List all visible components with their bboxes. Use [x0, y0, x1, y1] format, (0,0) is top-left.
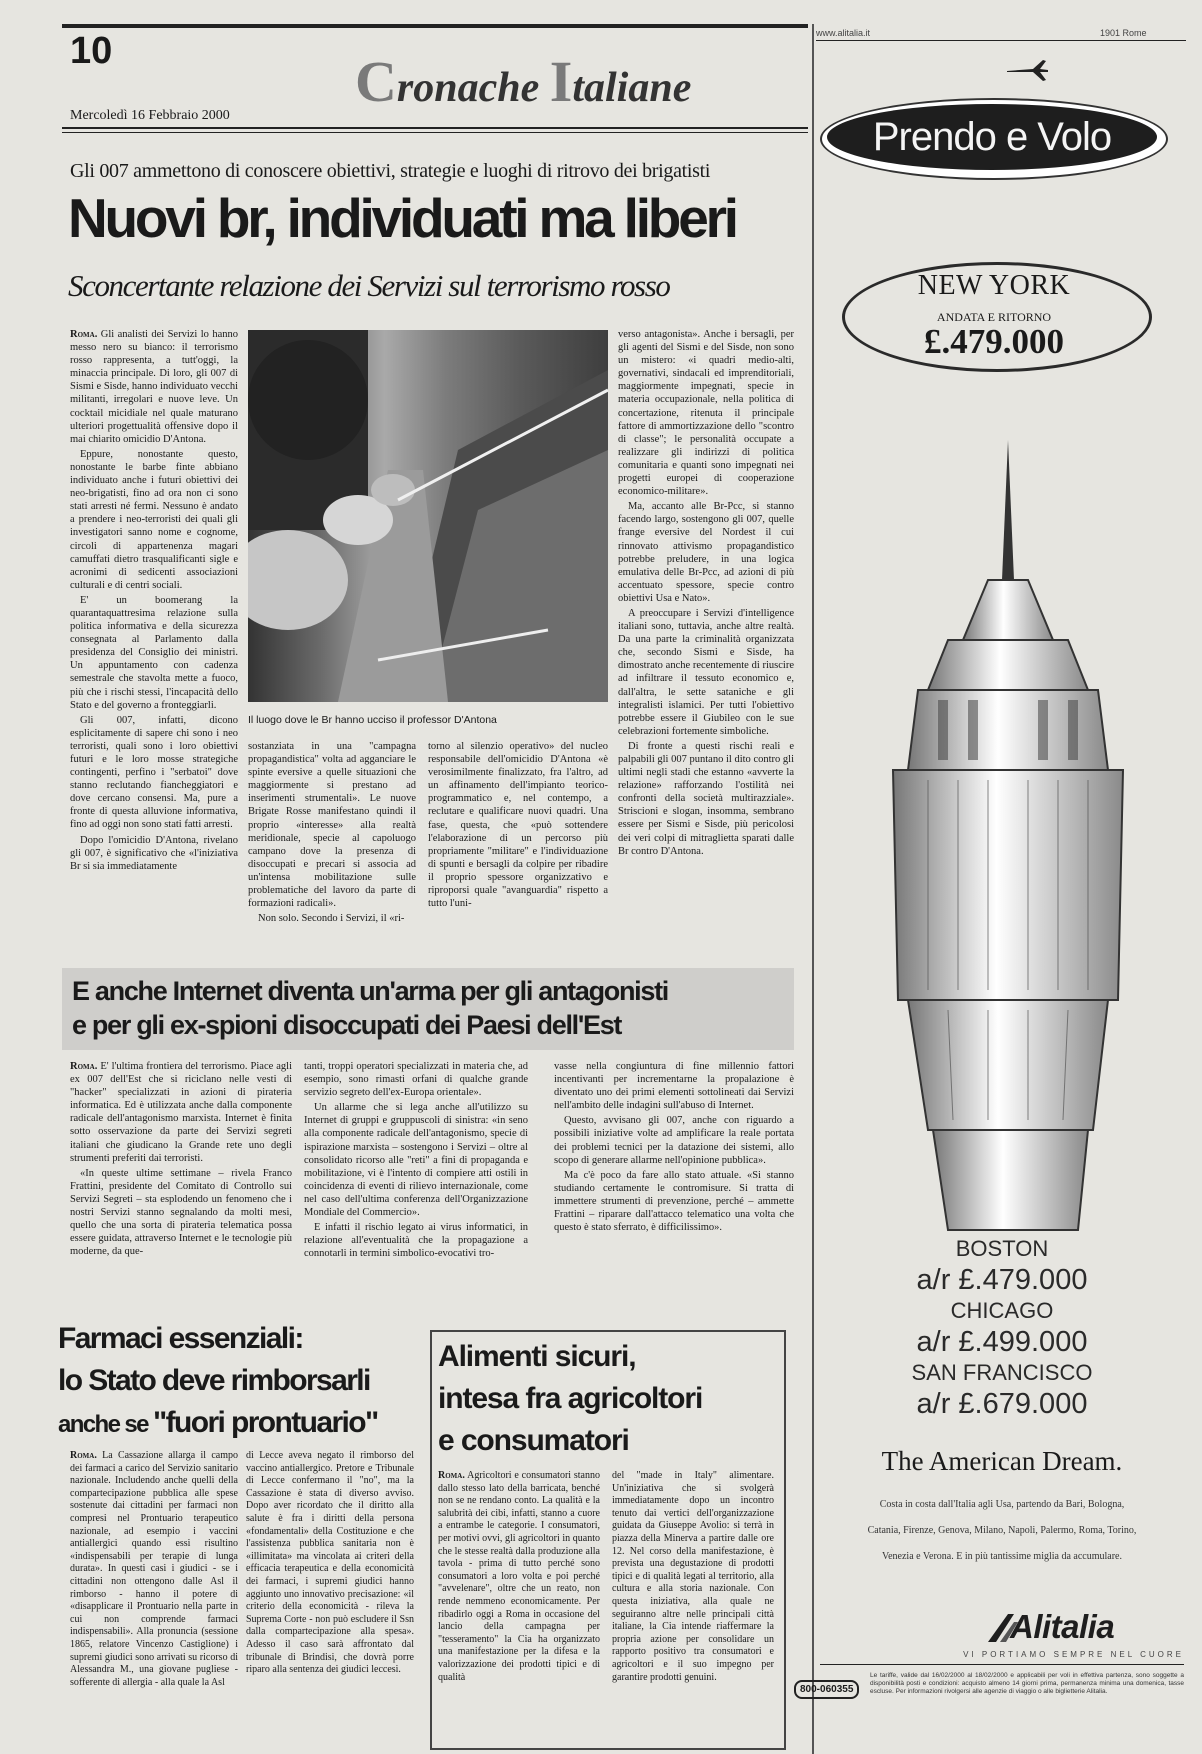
farmaci-col-2-paragraph: di Lecce aveva negato il rimborso del vaccino antiallergico. Pretore e Tribunale di Lecce confermano il "no", ma la Cassazione è stata di diverso avviso. Dopo aver ricordato che il diritto alla salute è fra i diritti della persona «fondamentali» della Costituzione e che l'assistenza pubblica sanitaria non è «illimitata» ma vincolata ai criteri della efficacia terapeutica e della economicità dei farmaci, i supremi giudici hanno aggiunto uno innovativo precisazione: «il criterio della economicità - rileva la Suprema Corte - non può escludere il Ssn dalla compartecipazione alla spesa». Adesso il caso sarà affrontato dal tribunale di Brindisi, che dovrà porre riparo alla sentenza dei giudici leccesi. — [246, 1450, 414, 1676]
main-col-1-paragraph — [70, 328, 238, 446]
dateline: Roma. — [70, 329, 98, 340]
farmaci-headline-line-3a: anche se — [58, 1411, 153, 1438]
main-col-4-paragraph: verso antagonista». Anche i bersagli, per gli agenti del Sismi e del Sisde, non sono un mistero: «i quadri medio-alti, governativi, sindacali ed imprenditoriali, maggiormente impegnati, specie in materia occupazionale, nella politica di concertazione, ritenuta il principale fattore di ammortizzazione dello "scontro di classe"; le personalità occupate a realizzare gli indirizzi di politica comunitaria e quanti sono impegnati nei progetti europei di cooperazione economico-militare». — [618, 329, 794, 498]
farmaci-headline — [58, 1318, 438, 1446]
internet-col-3-paragraph: vasse nella congiuntura di fine millennio fattori incentivanti per incrementarne la propalazione è diventato uno dei primi elementi sottolineati dai Servizi nell'ambito delle indagini sull'abuso di Internet. — [554, 1061, 794, 1112]
alimenti-headline-line-1: Alimenti sicuri, — [438, 1340, 636, 1373]
farmaci-col-2 — [246, 1450, 414, 1750]
main-col-1-paragraph: Gli 007, infatti, dicono esplicitamente di sapere chi sono i neo terroristi, quali sono i loro obiettivi futuri e le loro mosse strategiche contingenti, perfino i "serbatoi" dove stanno reclutando fiancheggiatori e dove cercano consensi. Ma, pure a fronte di questa alluvione informativa, fino ad oggi non sono stati fatti arresti. — [70, 714, 238, 831]
section-title — [355, 48, 691, 115]
alimenti-col-1-paragraph — [438, 1470, 600, 1684]
advert-phone: 800-060355 — [794, 1680, 859, 1699]
main-col-4-paragraph: Ma, accanto alle Br-Pcc, si stanno facendo largo, sostengono gli 007, quelle frange eversive del Nordest il cui rinnovato attivismo propagandistico potrebbe preludere, in una logica emulativa delle Br-Pcc, ad azioni di più accentuato spessore, specie contro obiettivi Usa e Nato». — [618, 501, 794, 604]
main-headline: Nuovi br, individuati ma liberi — [68, 187, 736, 249]
internet-col-1 — [70, 1060, 292, 1280]
internet-headline-line-1: E anche Internet diventa un'arma per gli antagonisti — [72, 976, 668, 1006]
alimenti-headline-line-3: e consumatori — [438, 1424, 629, 1457]
advert-cities-line-3: Venezia e Verona. E in più tantissime miglia da accumulare. — [881, 1551, 1122, 1562]
dateline: Roma. — [70, 1450, 97, 1461]
top-rule — [62, 24, 808, 28]
ny-city: NEW YORK — [917, 270, 1071, 301]
main-col-3 — [428, 740, 608, 960]
internet-headline — [72, 974, 802, 1042]
ny-price: £.479.000 — [924, 322, 1064, 361]
main-subhead: Sconcertante relazione dei Servizi sul terrorismo rosso — [68, 268, 670, 303]
farmaci-headline-line-1: Farmaci essenziali: — [58, 1322, 303, 1355]
farmaci-headline-line-3b: "fuori prontuario" — [153, 1406, 378, 1439]
photo-caption: Il luogo dove le Br hanno ucciso il professor D'Antona — [248, 714, 497, 726]
internet-col-3 — [554, 1060, 794, 1280]
advert-tagline: The American Dream. — [881, 1446, 1123, 1476]
farmaci-headline-line-3 — [58, 1402, 438, 1446]
masthead-rule-thin — [62, 132, 808, 133]
paragraph-text: E' l'ultima frontiera del terrorismo. Piace agli ex 007 dell'Est che si riciclano nelle vesti di "hacker" specializzati in azioni di pirateria informatica. Ed è utilizzata anche dalla componente radicale dell'antagonismo marxista. Internet è finita sotto osservazione da parte dei Servizi segreti italiani che giudicano la Grande rete uno degli strumenti preferiti dai terroristi. — [70, 1061, 292, 1164]
internet-col-1-paragraph — [70, 1060, 292, 1165]
issue-date: Mercoledì 16 Febbraio 2000 — [70, 108, 230, 123]
airplane-icon — [1005, 58, 1049, 87]
main-col-1 — [70, 328, 238, 958]
internet-col-2-paragraph: tanti, troppi operatori specializzati in materia che, ad esempio, sono rimasti orfani di qualche grande servizio segreto dell'ex-Europa orientale». — [304, 1061, 528, 1099]
advert-cities — [820, 1492, 1184, 1570]
alitalia-brand: Alitalia — [1010, 1608, 1115, 1645]
farmaci-col-1-paragraph — [70, 1450, 238, 1689]
main-col-4-paragraph: A preoccupare i Servizi d'intelligence italiani sono, tuttavia, anche altre realtà. Da una parte la criminalità organizzata che, secondo Sismi e Sisde, ha dimostrato anche recentemente di riuscire ad infiltrare il tessuto economico e, dall'altra, le sette sataniche e gli integralisti islamici. Per tutti l'obiettivo potrebbe essere il Giubileo con le sue celebrazioni fortemente simboliche. — [618, 607, 794, 737]
main-col-2 — [248, 740, 416, 960]
alimenti-col-2-paragraph: del "made in Italy" alimentare. Un'iniziativa che si svolgerà immediatamente dopo un incontro tenuto dai vertici dell'organizzazione guidata da Giuseppe Avolio: si terrà in piazza della Minerva a partire dalle ore 12. Nel corso della manifestazione, è prevista una degustazione di prodotti tipici e di qualità legati al territorio, alla cultura e alla storia nazionale. Con questa iniziativa, alla quale ne seguiranno altre nelle principali città italiane, la Cia intende riaffermare la propria azione per consolidare un rapporto positivo tra consumatori e agricoltori e il suo impegno per garantire prodotti genuini. — [612, 1470, 774, 1683]
ny-sub: ANDATA E RITORNO — [936, 310, 1052, 324]
advert-bottom-rule — [820, 1664, 1184, 1665]
alimenti-col-2 — [612, 1470, 774, 1740]
crime-scene-photo-drawing — [248, 330, 608, 702]
alimenti-headline — [438, 1336, 784, 1462]
main-col-4 — [618, 328, 794, 960]
main-col-1-paragraph: Eppure, nonostante questo, nonostante le barbe finte abbiano individuato anche i futuri obiettivi dei neo-brigatisti, fino ad ora non ci sono stati arresti né fermi. Nessuno è andato a prendere i neo-terroristi dei quali gli investigatori sanno nome e cognome, circoli di appartenenza magari camuffati dietro trasqualificanti sigle e acronimi di sedicenti associazioni culturali e di centri sociali. — [70, 448, 238, 591]
main-kicker: Gli 007 ammettono di conoscere obiettivi, strategie e luoghi di ritrovo dei brigatisti — [70, 160, 711, 182]
internet-headline-line-2: e per gli ex-spioni disoccupati dei Paesi dell'Est — [72, 1010, 622, 1040]
farmaci-col-1 — [70, 1450, 238, 1750]
route-city-san-francisco: SAN FRANCISCO — [911, 1360, 1093, 1385]
advert-fineprint: Le tariffe, valide dal 16/02/2000 al 18/02/2000 e applicabili per voli in effettiva partenza, sono soggette a disponibilità posti e condizioni: acquisto almeno 14 giorni prima, permanenza minima una domenica, tasse escluse. Per informazioni rivolgersi alle agenzie di viaggio o alle biglietterie Alitalia. — [870, 1672, 1184, 1695]
paragraph-text: Gli analisti dei Servizi lo hanno messo nero su bianco: il terrorismo rosso rappresenta, a tutt'oggi, la minaccia principale. Di loro, gli 007 di Sismi e Sisde, hanno individuato vecchi militanti, irregolari e nuove leve. Un cocktail micidiale nel quale maturano ulteriori progettualità offensive dopo il mai chiarito omicidio D'Antona. — [70, 329, 238, 445]
alimenti-headline-line-2: intesa fra agricoltori — [438, 1382, 703, 1415]
column-divider — [812, 24, 814, 1754]
paragraph-text: Agricoltori e consumatori stanno dallo stesso lato della barricata, benché non se ne rendano conto. La qualità e la salubrità dei cibi, infatti, stanno a cuore a entrambe le categorie. I consumatori, per motivi ovvi, gli agricoltori in quanto che le stesse realtà dalla produzione alla tavola - prima di tutto perché sono consumatori a loro volta e poi perché "avvelenare", oltre che un reato, non rende nemmeno economicamente. Per ribadirlo oggi a Roma in occasione del lancio della campagna per "tesseramento" la Cia ha organizzato una manifestazione per la difesa e la valorizzazione dei prodotti tipici e di qualità — [438, 1470, 600, 1683]
route-price-boston: a/r £.479.000 — [916, 1264, 1088, 1296]
alimenti-col-1 — [438, 1470, 600, 1740]
route-list — [820, 1236, 1184, 1422]
main-col-2-paragraph: Non solo. Secondo i Servizi, il «ri- — [258, 913, 405, 925]
advert-top-right: 1901 Rome — [1100, 28, 1147, 38]
advert-top-rule — [816, 40, 1186, 41]
main-col-3-paragraph: torno al silenzio operativo» del nucleo responsabile dell'omicidio D'Antona «è verosimilmente finalizzato, fra l'altro, ad un affinamento dell'impianto teorico-programmatico e, nel contempo, a reclutare e qualificare nuovi quadri. Una fase, questa, che «può sottendere l'elaborazione di un percorso più propriamente "militare" e l'individuazione di spunti e bersagli da colpire per ribadire il proprio spessore organizzativo e riproporsi quale "avanguardia" rispetto a tutto l'uni- — [428, 741, 608, 910]
internet-col-1-paragraph: «In queste ultime settimane – rivela Franco Frattini, presidente del Comitato di Controllo sui Servizi Segreti – sta esplodendo un fenomeno che i nostri Servizi stanno segnalando da molti mesi, quello che una sorta di pirateria telematica possa essere guidata, attraverso Internet e le tecnologie più moderne, da que- — [70, 1167, 292, 1258]
route-price-chicago: a/r £.499.000 — [916, 1326, 1088, 1358]
section-title-part2: taliane — [572, 65, 692, 111]
main-col-4-paragraph: Di fronte a questi rischi reali e palpabili gli 007 puntano il dito contro gli ultimi negli stadi che estanno «avverte la relazione» rafforzando l'ostilità nei confronti della società multirazziale». Striscioni e slogan, insomma, sembrano essere per Sismi e Sisde, più pericolosi dei veri colpi di mitraglietta sparati dalle Br contro D'Antona. — [618, 740, 794, 857]
paragraph-text: La Cassazione allarga il campo dei farmaci a carico del Servizio sanitario nazionale. Includendo anche quelli della compartecipazione pubblica alle spese sostenute dai cittadini per farmaci non compresi nel Prontuario terapeutico nazionale, ad esempio i vaccini antiallergici quando essi risultino «indispensabili per terapie di lunga durata». In questi casi i giudici - se i cittadini non ottengono dalle Asl il rimborso - hanno il potere di «disapplicare il Prontuario nella parte in cui non comprende farmaci indispensabili». Alla pronuncia (sessione 1865, relatore Vincenzo Castiglione) i supremi giudici sono arrivati su ricorso di Alessandra M., una giovane pugliese - sofferente di allergia - alla quale la Asl — [70, 1450, 238, 1688]
internet-col-3-paragraph: Ma c'è poco da fare allo stato attuale. «Si stanno studiando certamente le contromisure. Si tratta di immettere strumenti di prevenzione, perché – ammette Frattini – riparare dall'attacco telematico una volta che questo è stato sferrato, è difficilissimo». — [554, 1169, 794, 1234]
farmaci-headline-line-2: lo Stato deve rimborsarli — [58, 1364, 370, 1397]
skyscraper-illustration — [838, 440, 1158, 1255]
main-col-2-paragraph: sostanziata in una "campagna propagandistica" volta ad agganciare le spinte eversive a quelle situazioni che maggiormente si prestano ad inserimenti strumentali». Le nuove Brigate Rosse manifestano quindi il proprio «interesse» alla realtà meridionale, specie al capoluogo campano dove la presenza di disoccupati e precari si associa ad un'intensa mobilitazione sulle problematiche del lavoro da parte di formazioni radicali». — [248, 741, 416, 910]
alitalia-brand-sub: VI PORTIAMO SEMPRE NEL CUORE — [963, 1650, 1184, 1659]
main-col-1-paragraph: E' un boomerang la quarantaquattresima relazione sulla politica informativa e della sicurezza consegnata al Parlamento dalla presidenza del Consiglio dei ministri. Un appuntamento con cadenza semestrale che stavolta mette a fuoco, più che i rischi stessi, l'incapacità dello Stato e del governo a fronteggiarli. — [70, 594, 238, 711]
dateline: Roma. — [70, 1061, 98, 1072]
slogan: Prendo e Volo — [827, 104, 1157, 170]
internet-col-2 — [304, 1060, 528, 1280]
advert-cities-line-2: Catania, Firenze, Genova, Milano, Napoli, Palermo, Roma, Torino, — [867, 1525, 1137, 1536]
advert-cities-line-1: Costa in costa dall'Italia agli Usa, partendo da Bari, Bologna, — [879, 1499, 1125, 1510]
page-number: 10 — [70, 30, 113, 72]
route-city-boston: BOSTON — [955, 1236, 1049, 1261]
route-price-san-francisco: a/r £.679.000 — [916, 1388, 1088, 1420]
internet-col-3-paragraph: Questo, avvisano gli 007, anche con riguardo a possibili iniziative volte ad amplificare la reale portata dei problemi tecnici per la datazione dei sistemi, allo scopo di generare allarme nell'opinione pubblica». — [554, 1115, 794, 1166]
advert-top-url: www.alitalia.it — [816, 28, 871, 38]
dateline: Roma. — [438, 1470, 465, 1481]
internet-col-2-paragraph: E infatti il rischio legato ai virus informatici, in relazione all'eventualità che la propagazione a connotarli in termini simbolico-evocativi tro- — [304, 1222, 528, 1260]
main-col-1-paragraph: Dopo l'omicidio D'Antona, rivelano gli 007, è significativo che «l'iniziativa Br si sia immediatamente — [70, 834, 238, 872]
internet-col-2-paragraph: Un allarme che si lega anche all'utilizzo su Internet di gruppi e gruppuscoli di sinistra: «in seno alla componente radicale dell'antagonismo, specie di ispirazione marxista – sostengono i Servizi – oltre al consolidato ricorso alle "reti" a fini di propaganda e mobilitazione, vi è l'intento di compiere atti ostili in coincidenza di eventi di rilievo internazionale, come nel caso dell'ultima conferenza dell'Organizzazione Mondiale del Commercio». — [304, 1102, 528, 1219]
section-title-part1: ronache — [396, 65, 550, 111]
route-city-chicago: CHICAGO — [950, 1298, 1054, 1323]
section-title-initial-i: I — [549, 49, 573, 114]
crime-scene-photo — [248, 330, 608, 702]
masthead-rule — [62, 127, 808, 129]
section-title-initial-c: C — [355, 49, 397, 114]
